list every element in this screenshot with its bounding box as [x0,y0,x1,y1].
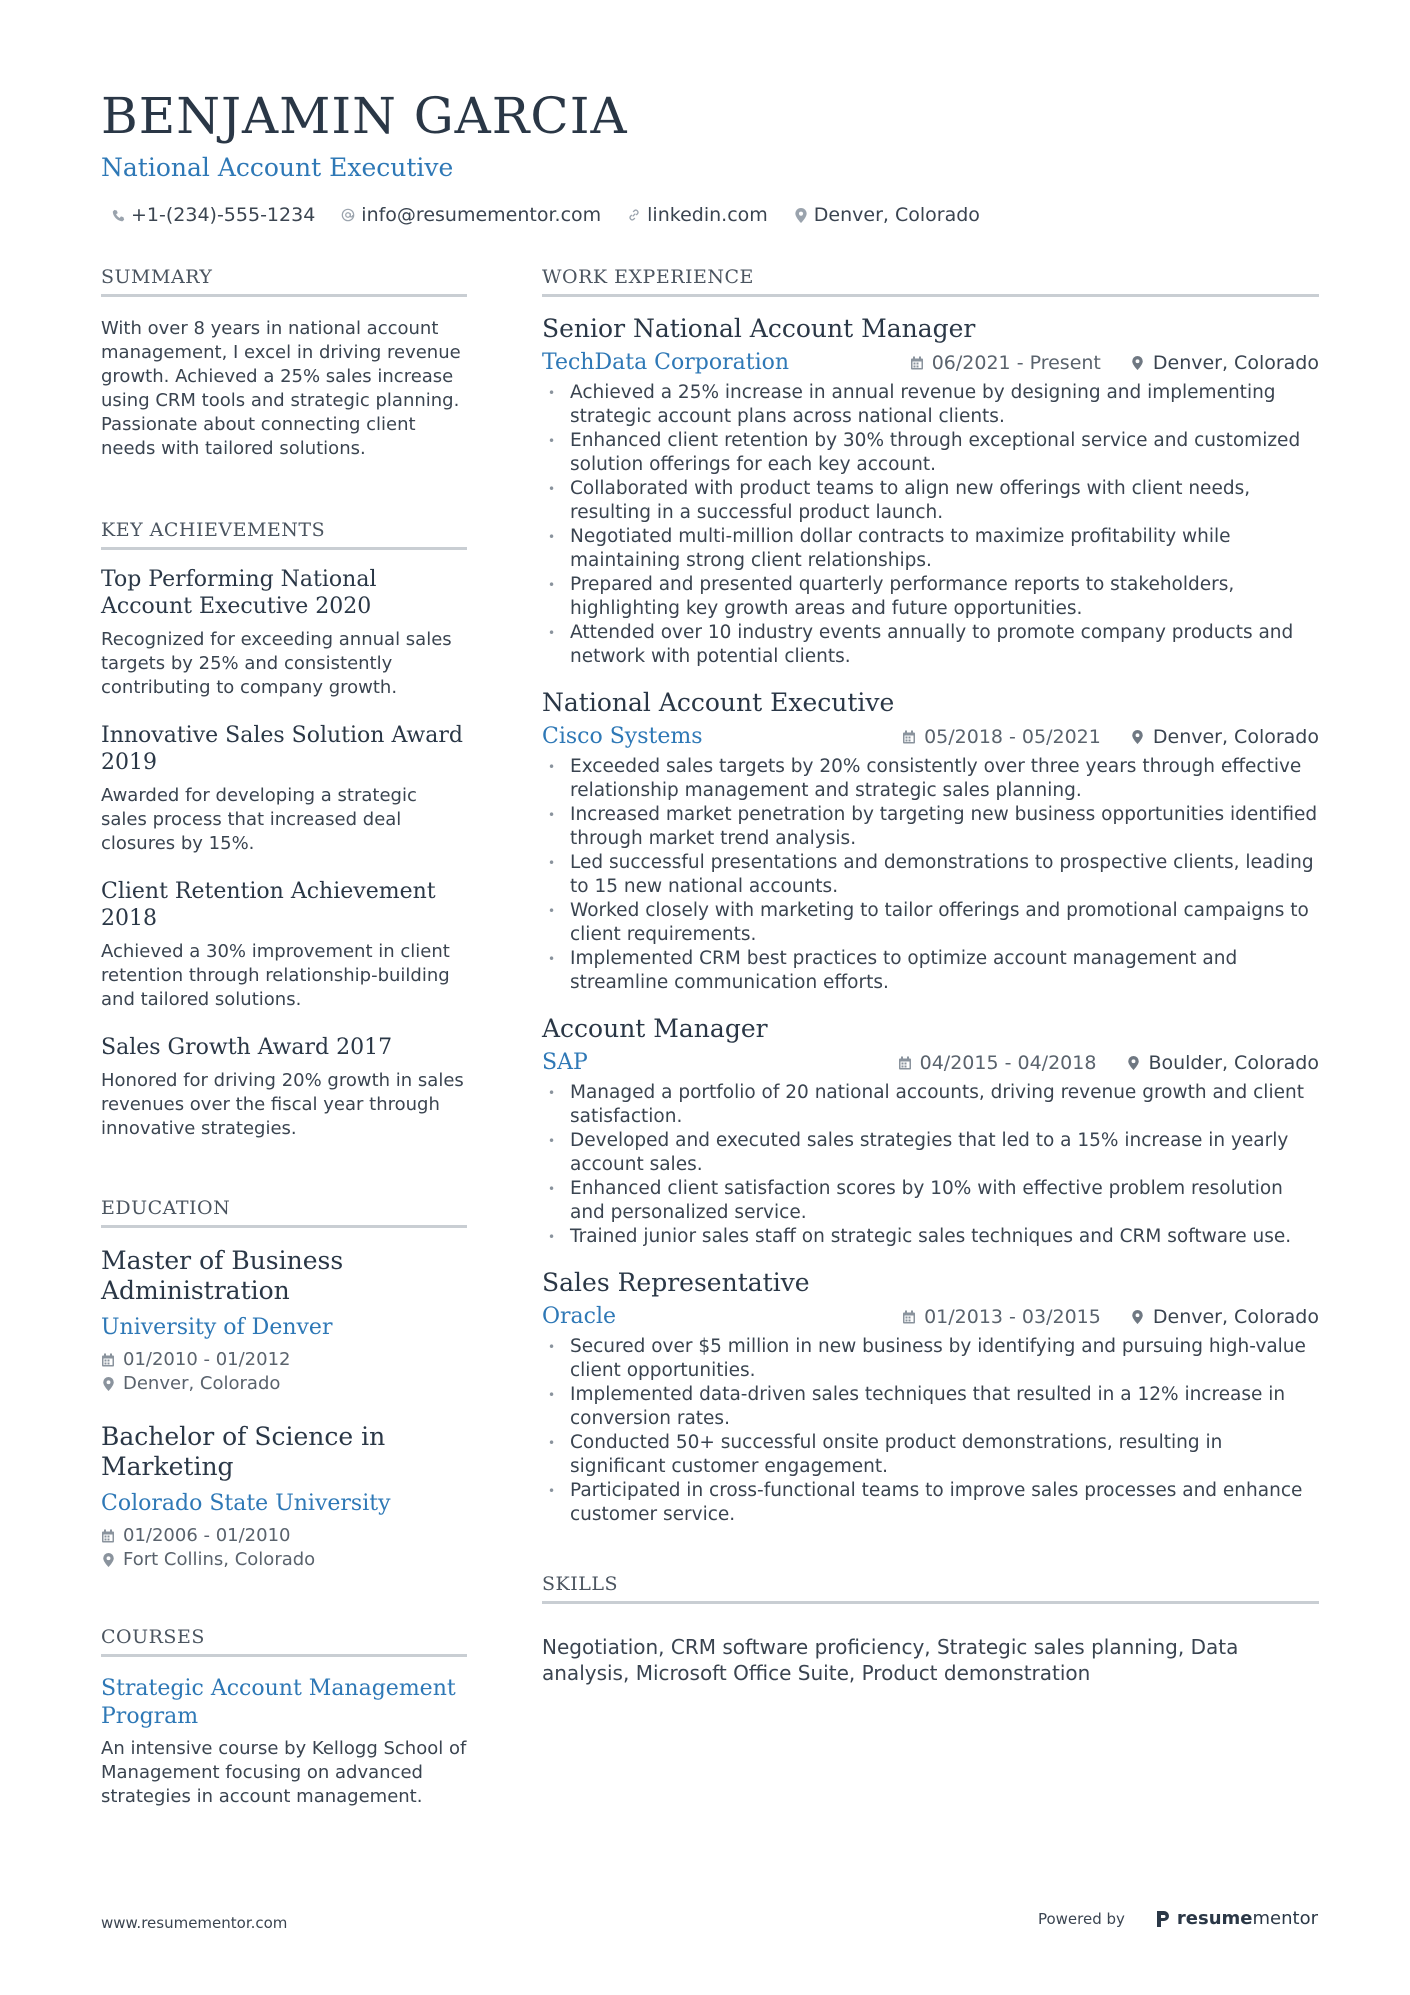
link-icon [627,208,641,222]
calendar-icon [902,730,916,744]
bullet-item: • Secured over $5 million in new business by identifying and pursuing high-value client opportunities. [542,1335,1319,1383]
job-location [1131,352,1319,374]
skills-section [542,1573,1319,1686]
achievement-item [101,1034,467,1141]
bullet-item: • Trained junior sales staff on strategic sales techniques and CRM software use. [542,1225,1319,1249]
linkedin-text: linkedin.com [647,204,768,226]
course-text: An intensive course by Kellogg School of Management focusing on advanced strategies in account management. [101,1738,467,1807]
job-bullets [542,1335,1319,1527]
job-entry [542,1013,1319,1249]
location-text: Denver, Colorado [813,204,980,226]
education-degree: Master of Business Administration [101,1246,344,1305]
bullet-item: • Prepared and presented quarterly performance reports to stakeholders, highlighting key growth areas and future opportunities. [542,573,1319,621]
contact-location [794,204,980,226]
education-item [101,1422,467,1572]
contact-email[interactable] [341,204,601,226]
summary-text: With over 8 years in national account management, I excel in driving revenue growth. Achieved a 25% sales increase using CRM tools and strategic planning. Passionate about connecting client needs with tailored solutions. [101,318,461,459]
bullet-item: • Exceeded sales targets by 20% consistently over three years through effective relationship management and strategic sales planning. [542,755,1319,803]
job-title: Sales Representative [542,1268,810,1297]
job-title: Senior National Account Manager [542,314,976,343]
achievement-title: Top Performing National Account Executive 2020 [101,567,377,619]
skills-heading: SKILLS [542,1573,1319,1604]
education-school: University of Denver [101,1315,333,1340]
job-location [1131,726,1319,748]
candidate-role: National Account Executive [101,153,454,182]
bullet-item: • Negotiated multi-million dollar contracts to maximize profitability while maintaining strong client relationships. [542,525,1319,573]
achievement-text: Recognized for exceeding annual sales targets by 25% and consistently contributing to company growth. [101,629,452,698]
brand-name-light: mentor [1252,1908,1318,1929]
right-column [542,266,1319,1686]
bullet-item: • Worked closely with marketing to tailor offerings and promotional campaigns to client requirements. [542,899,1319,947]
education-school: Colorado State University [101,1491,391,1516]
brand-name [1177,1908,1318,1929]
achievements-section [101,519,467,1141]
bullet-item: • Increased market penetration by targeting new business opportunities identified through market trend analysis. [542,803,1319,851]
summary-section [101,266,467,461]
bullet-item: • Achieved a 25% increase in annual revenue by designing and implementing strategic account plans across national clients. [542,381,1319,429]
resume-page [101,84,1319,1807]
job-title: National Account Executive [542,688,895,717]
achievement-item [101,722,467,856]
brand-logo[interactable] [1155,1908,1318,1929]
experience-section [542,266,1319,1527]
achievement-text: Achieved a 30% improvement in client retention through relationship-building and tailored solutions. [101,941,450,1010]
job-location-text: Denver, Colorado [1152,1306,1319,1328]
job-entry [542,687,1319,995]
course-item [101,1675,467,1809]
job-location-text: Denver, Colorado [1152,352,1319,374]
course-title: Strategic Account Management Program [101,1676,456,1729]
job-company: SAP [542,1050,588,1075]
education-dates-text: 01/2006 - 01/2010 [123,1525,291,1546]
map-pin-icon [101,1377,115,1391]
job-bullets [542,381,1319,669]
job-bullets [542,1081,1319,1249]
calendar-icon [101,1353,115,1367]
education-dates-text: 01/2010 - 01/2012 [123,1349,291,1370]
job-dates-text: 06/2021 - Present [931,352,1101,374]
calendar-icon [101,1529,115,1543]
email-text: info@resumementor.com [361,204,602,226]
summary-heading: SUMMARY [101,266,467,297]
map-pin-icon [1126,1056,1140,1070]
education-degree: Bachelor of Science in Marketing [101,1422,386,1481]
achievement-item [101,878,467,1012]
bullet-item: • Participated in cross-functional teams to improve sales processes and enhance customer service. [542,1479,1319,1527]
courses-heading: COURSES [101,1626,467,1657]
job-dates [910,352,1101,374]
job-dates-text: 04/2015 - 04/2018 [919,1052,1097,1074]
job-meta [542,1303,1319,1331]
courses-section [101,1626,467,1809]
job-bullets [542,755,1319,995]
job-location-text: Boulder, Colorado [1148,1052,1319,1074]
job-location [1126,1052,1319,1074]
job-dates-text: 01/2013 - 03/2015 [924,1306,1101,1328]
job-location [1131,1306,1319,1328]
bullet-item: • Conducted 50+ successful onsite product demonstrations, resulting in significant customer engagement. [542,1431,1319,1479]
job-title: Account Manager [542,1014,768,1043]
achievement-title: Innovative Sales Solution Award 2019 [101,723,463,775]
footer-website[interactable]: www.resumementor.com [101,1914,288,1932]
job-location-text: Denver, Colorado [1152,726,1319,748]
map-pin-icon [1131,356,1145,370]
bullet-item: • Collaborated with product teams to align new offerings with client needs, resulting in a successful product launch. [542,477,1319,525]
phone-text: +1-(234)-555-1234 [131,204,316,226]
powered-by-label: Powered by [1037,1909,1125,1928]
education-dates [101,1348,467,1372]
experience-heading: WORK EXPERIENCE [542,266,1319,297]
bullet-item: • Enhanced client satisfaction scores by 10% with effective problem resolution and personalized service. [542,1177,1319,1225]
job-dates [902,726,1101,748]
job-entry [542,313,1319,669]
skills-text: Negotiation, CRM software proficiency, Strategic sales planning, Data analysis, Microsoft Office Suite, Product demonstration [542,1635,1239,1685]
phone-icon [111,208,125,222]
calendar-icon [902,1310,916,1324]
education-location [101,1372,467,1396]
bullet-item: • Managed a portfolio of 20 national accounts, driving revenue growth and client satisfaction. [542,1081,1319,1129]
footer-powered [1038,1908,1318,1929]
job-company: Cisco Systems [542,724,703,749]
job-entry [542,1267,1319,1527]
contact-bar [101,204,1319,226]
job-company: TechData Corporation [542,350,790,375]
map-pin-icon [1131,1310,1145,1324]
map-pin-icon [794,208,808,222]
achievements-heading: KEY ACHIEVEMENTS [101,519,467,550]
contact-phone[interactable] [111,204,315,226]
education-dates [101,1524,467,1548]
education-location-text: Fort Collins, Colorado [123,1549,316,1570]
education-item [101,1246,467,1396]
map-pin-icon [101,1553,115,1567]
education-section [101,1197,467,1572]
achievement-text: Honored for driving 20% growth in sales revenues over the fiscal year through innovative strategies. [101,1070,464,1139]
job-meta [542,349,1319,377]
job-dates [898,1052,1097,1074]
job-dates [902,1306,1101,1328]
job-meta [542,1049,1319,1077]
brand-name-bold: resume [1176,1908,1253,1929]
contact-linkedin[interactable] [627,204,768,226]
calendar-icon [898,1056,912,1070]
calendar-icon [910,356,924,370]
job-company: Oracle [542,1304,617,1329]
education-location [101,1548,467,1572]
resumementor-logo-icon [1155,1909,1171,1929]
bullet-item: • Enhanced client retention by 30% through exceptional service and customized solution offerings for each key account. [542,429,1319,477]
education-location-text: Denver, Colorado [123,1373,281,1394]
achievement-title: Client Retention Achievement 2018 [101,879,436,931]
achievement-item [101,566,467,700]
at-icon [341,208,355,222]
bullet-item: • Attended over 10 industry events annually to promote company products and network with potential clients. [542,621,1319,669]
left-column [101,266,467,1809]
candidate-name: BENJAMIN GARCIA [101,87,628,145]
achievement-text: Awarded for developing a strategic sales process that increased deal closures by 15%. [101,785,417,854]
bullet-item: • Implemented CRM best practices to optimize account management and streamline communication efforts. [542,947,1319,995]
bullet-item: • Implemented data-driven sales techniques that resulted in a 12% increase in conversion rates. [542,1383,1319,1431]
job-meta [542,723,1319,751]
job-dates-text: 05/2018 - 05/2021 [924,726,1101,748]
achievement-title: Sales Growth Award 2017 [101,1035,393,1060]
education-heading: EDUCATION [101,1197,467,1228]
bullet-item: • Developed and executed sales strategies that led to a 15% increase in yearly account sales. [542,1129,1319,1177]
bullet-item: • Led successful presentations and demonstrations to prospective clients, leading to 15 new national accounts. [542,851,1319,899]
map-pin-icon [1131,730,1145,744]
